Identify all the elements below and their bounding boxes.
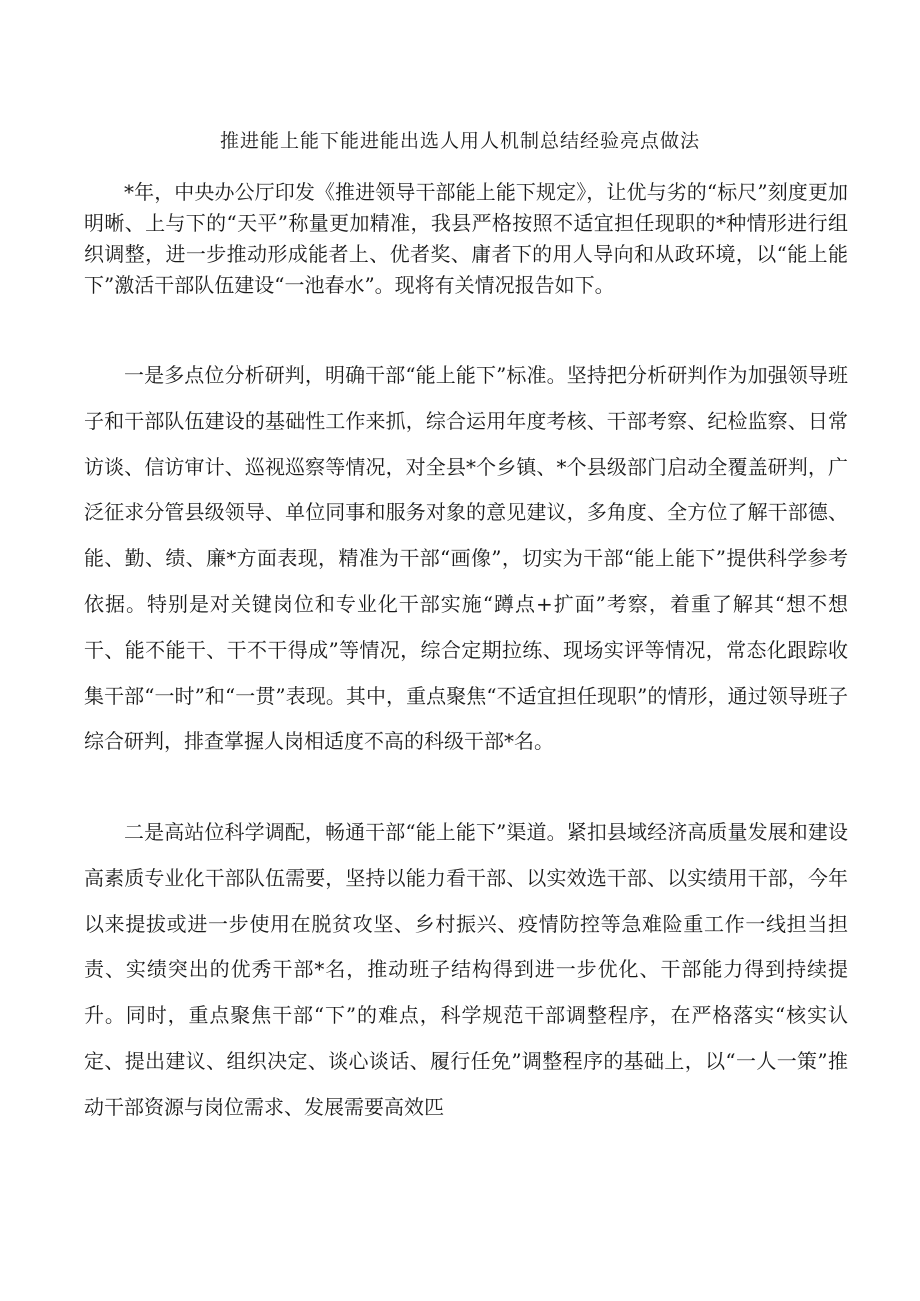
body-paragraph-deployment: 二是高站位科学调配，畅通干部“能上能下”渠道。紧扣县域经济高质量发展和建设高素质专业化干部队伍需要，坚持以能力看干部、以实效选干部、以实绩用干部，今年以来提拔或进一步使用在脱贫攻坚、乡村振兴、疫情防控等急难险重工作一线担当担责、实绩突出的优秀干部*名，推动班子结构得到进一步优化、干部能力得到持续提升。同时，重点聚焦干部“下”的难点，科学规范干部调整程序，在严格落实“核实认定、提出建议、组织决定、谈心谈话、履行任免”调整程序的基础上，以“一人一策”推动干部资源与岗位需求、发展需要高效匹 [84, 820, 848, 1119]
document-title: 推进能上能下能进能出选人用人机制总结经验亮点做法 [219, 130, 700, 152]
intro-paragraph: *年，中央办公厅印发《推进领导干部能上能下规定》，让优与劣的“标尺”刻度更加明晰、上与下的“天平”称量更加精准，我县严格按照不适宜担任现职的*种情形进行组织调整，进一步推动形成能者上、优者奖、庸者下的用人导向和从政环境，以“能上能下”激活干部队伍建设“一池春水”。现将有关情况报告如下。 [84, 180, 848, 297]
body-paragraph-analysis: 一是多点位分析研判，明确干部“能上能下”标准。坚持把分析研判作为加强领导班子和干部队伍建设的基础性工作来抓，综合运用年度考核、干部考察、纪检监察、日常访谈、信访审计、巡视巡察等情况，对全县*个乡镇、*个县级部门启动全覆盖研判，广泛征求分管县级领导、单位同事和服务对象的意见建议，多角度、全方位了解干部德、能、勤、绩、廉*方面表现，精准为干部“画像”，切实为干部“能上能下”提供科学参考依据。特别是对关键岗位和专业化干部实施“蹲点+扩面”考察，着重了解其“想不想干、能不能干、干不干得成”等情况，综合定期拉练、现场实评等情况，常态化跟踪收集干部“一时”和“一贯”表现。其中，重点聚焦“不适宜担任现职”的情形，通过领导班子综合研判，排查掌握人岗相适度不高的科级干部*名。 [84, 363, 848, 754]
